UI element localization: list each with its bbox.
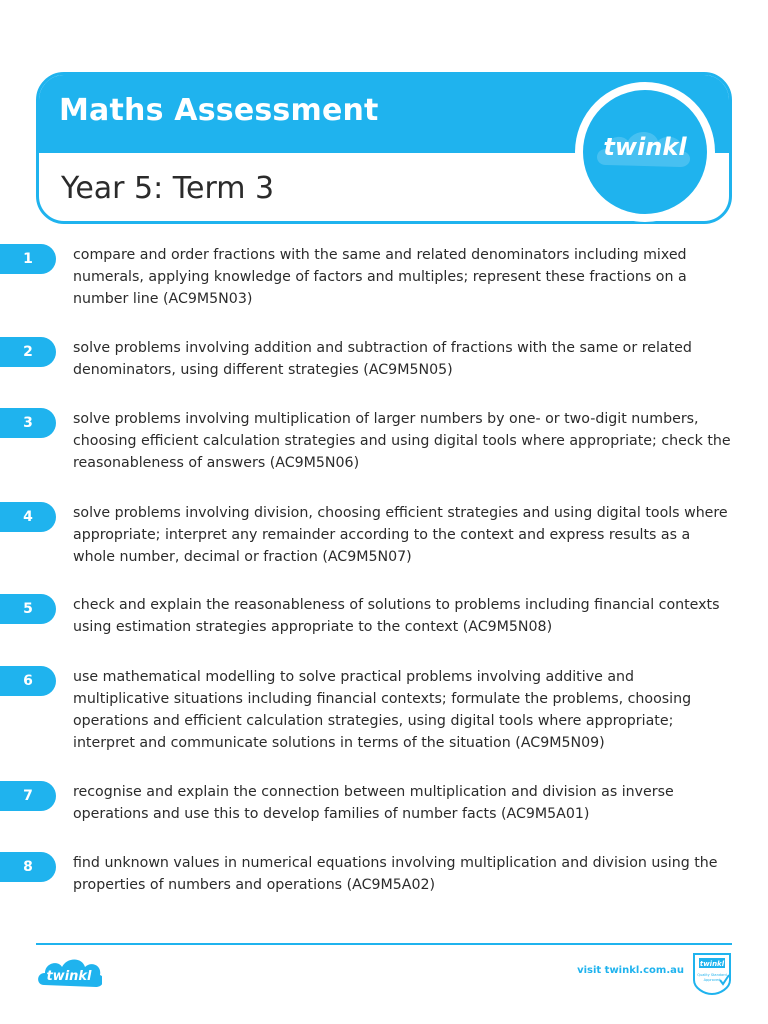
page-title: Maths Assessment — [59, 93, 379, 128]
svg-text:twinkl: twinkl — [699, 960, 725, 968]
logo-text: twinkl — [603, 133, 687, 161]
item-text: solve problems involving multiplication of larger numbers by one- or two-digit numbers, choosing efficient calculation strategies and using digital tools where appropriate; check the reasonableness of answers (AC9M5N06) — [73, 411, 731, 471]
page-subtitle: Year 5: Term 3 — [61, 171, 275, 206]
twinkl-footer-logo-icon — [36, 955, 102, 989]
item-number-badge: 2 — [0, 337, 56, 367]
item-number-badge: 7 — [0, 781, 56, 811]
item-number-badge: 8 — [0, 852, 56, 882]
item-text: recognise and explain the connection between multiplication and division as inverse operations and use this to develop families of number facts (AC9M5A01) — [73, 784, 674, 822]
item-text: solve problems involving division, choosing efficient strategies and using digital tools where appropriate; interpret any remainder according to the context and express results as a whole number, decimal or fraction (AC9M5N07) — [73, 505, 728, 565]
item-text: check and explain the reasonableness of solutions to problems including financial contexts using estimation strategies appropriate to the context (AC9M5N08) — [73, 597, 720, 635]
item-number-badge: 4 — [0, 502, 56, 532]
item-text: find unknown values in numerical equations involving multiplication and division using the properties of numbers and operations (AC9M5A02) — [73, 855, 718, 893]
footer-divider — [36, 943, 732, 945]
item-text: use mathematical modelling to solve practical problems involving additive and multiplicative situations including financial contexts; formulate the problems, choosing operations and efficient calculation strategies, using digital tools where appropriate; interpret and communicate solutions in terms of the situation (AC9M5N09) — [73, 669, 692, 751]
item-number-badge: 3 — [0, 408, 56, 438]
item-number-badge: 5 — [0, 594, 56, 624]
item-text: compare and order fractions with the same and related denominators including mixed numerals, applying knowledge of factors and multiples; represent these fractions on a number line (AC9M5N03) — [73, 247, 687, 307]
svg-text:Approved: Approved — [703, 978, 721, 982]
item-number-badge: 6 — [0, 666, 56, 696]
footer-url-link[interactable]: visit twinkl.com.au — [577, 965, 684, 976]
footer-logo-text: twinkl — [46, 969, 92, 984]
quality-badge-icon — [690, 950, 734, 996]
item-number-badge: 1 — [0, 244, 56, 274]
svg-text:Quality Standard: Quality Standard — [697, 973, 727, 977]
item-text: solve problems involving addition and subtraction of fractions with the same or related denominators, using different strategies (AC9M5N05) — [73, 340, 692, 378]
